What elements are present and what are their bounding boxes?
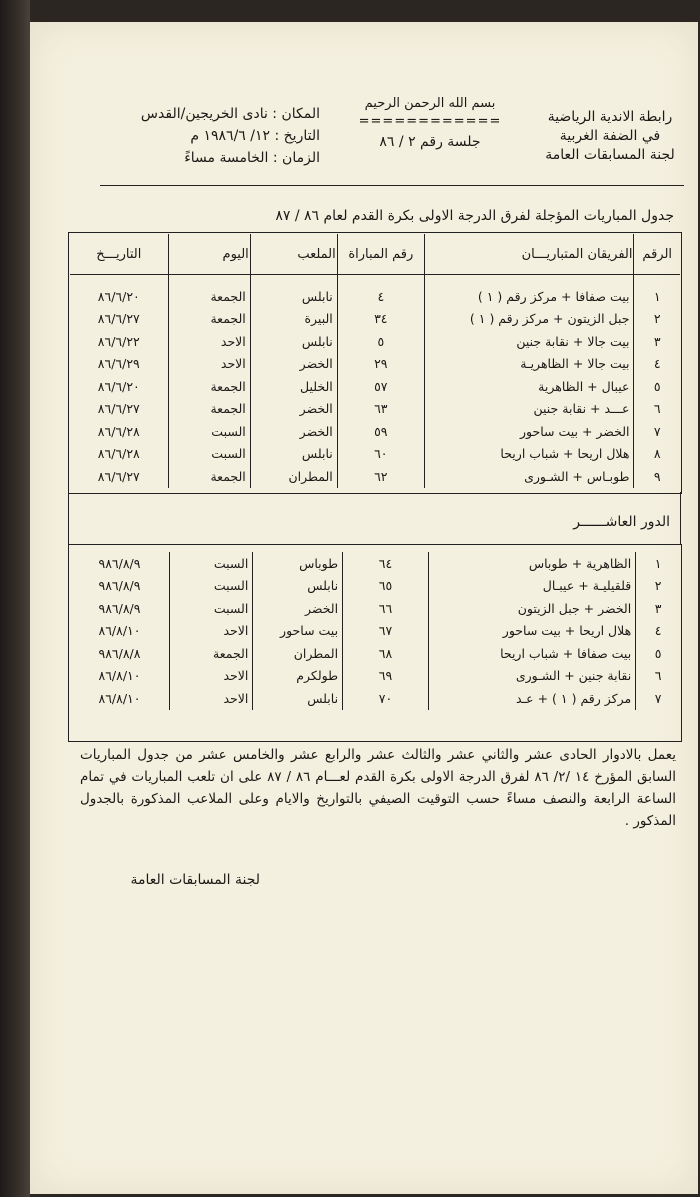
table-row (70, 353, 680, 376)
row-date: ٩٨٦/٨/٩ (98, 555, 141, 571)
session-number: جلسة رقم ٢ / ٨٦ (379, 134, 481, 150)
row-date: ٨٦/٦/٢٢ (97, 333, 140, 349)
row-day: الجمعة (168, 375, 250, 398)
row-number: ٢ (636, 575, 680, 598)
row-day: السبت (169, 575, 252, 598)
row-number: ٧ (636, 687, 680, 710)
meeting-time: الزمان : الخامسة مساءً (184, 150, 320, 166)
col-match-number: رقم المباراة (337, 234, 424, 275)
row-number: ٧ (634, 420, 680, 443)
row-day: الجمعة (168, 398, 250, 421)
row-match: ٦٩ (343, 665, 429, 688)
table-row (70, 465, 680, 488)
row-match: ٦٥ (343, 575, 429, 598)
row-match: ٤ (337, 285, 424, 308)
row-teams: طوبـاس + الشـورى (424, 465, 634, 488)
table-row (70, 398, 680, 421)
col-number: الرقم (634, 234, 680, 275)
org-committee: لجنة المسابقات العامة (545, 147, 675, 163)
row-number: ٦ (636, 665, 680, 688)
row-teams: مركز رقم ( ١ ) + عـد (428, 687, 635, 710)
row-venue: المطران (250, 465, 337, 488)
row-match: ٦٦ (343, 597, 429, 620)
row-day: الجمعة (169, 642, 252, 665)
row-date: ٨٦/٦/٢٨ (97, 423, 140, 439)
section-left-rule (68, 492, 69, 544)
row-day: الاحد (168, 353, 250, 376)
row-date: ٨٦/٨/١٠ (98, 668, 141, 684)
row-venue: الخضر (250, 398, 337, 421)
row-date: ٨٦/٦/٢٩ (97, 356, 140, 372)
row-teams: هلال اريحا + بيت ساحور (428, 620, 635, 643)
row-teams: بيت صفافا + مركز رقم ( ١ ) (424, 285, 634, 308)
section-title-round-10: الدور العاشــــــر (573, 514, 670, 530)
row-day: الاحد (169, 620, 252, 643)
table-row (70, 620, 680, 643)
row-venue: الخضر (250, 353, 337, 376)
row-day: الاحد (168, 330, 250, 353)
basmala: بسم الله الرحمن الرحيم (364, 96, 496, 111)
row-match: ٥ (337, 330, 424, 353)
row-venue: الخضر (253, 597, 343, 620)
row-date: ٩٨٦/٨/٨ (98, 645, 141, 661)
row-match: ٦٤ (343, 552, 429, 575)
table-row (70, 642, 680, 665)
row-date: ٨٦/٦/٢٠ (97, 378, 140, 394)
row-venue: المطران (253, 642, 343, 665)
table-row (70, 443, 680, 466)
row-teams: عيبال + الظاهرية (424, 375, 634, 398)
round-10-table (70, 552, 680, 710)
row-match: ٧٠ (343, 687, 429, 710)
table-row (70, 552, 680, 575)
row-venue: البيرة (250, 308, 337, 331)
row-date: ٨٦/٦/٢٠ (97, 288, 140, 304)
table-row (70, 420, 680, 443)
table-row (70, 330, 680, 353)
org-header (530, 108, 690, 165)
postponed-matches-table (70, 234, 680, 488)
schedule-title: جدول المباريات المؤجلة لفرق الدرجة الاولى بكرة القدم لعام ٨٦ / ٨٧ (275, 208, 674, 224)
row-date: ٨٦/٦/٢٨ (97, 446, 140, 462)
row-match: ٢٩ (337, 353, 424, 376)
row-day: السبت (169, 552, 252, 575)
col-day: اليوم (168, 234, 250, 275)
row-match: ٥٩ (337, 420, 424, 443)
row-number: ١ (636, 552, 680, 575)
row-teams: الظاهرية + طوباس (428, 552, 635, 575)
meeting-date: التاريخ : ١٢/ ١٩٨٦/٦ م (190, 128, 320, 144)
org-region: في الضفة الغربية (559, 128, 661, 144)
row-day: الاحد (169, 665, 252, 688)
row-day: الجمعة (168, 465, 250, 488)
row-number: ٣ (634, 330, 680, 353)
row-day: السبت (168, 443, 250, 466)
row-venue: طولكرم (253, 665, 343, 688)
row-match: ٣٤ (337, 308, 424, 331)
row-teams: بيت جالا + نقابة جنين (424, 330, 634, 353)
row-venue: نابلس (250, 330, 337, 353)
table-row (70, 308, 680, 331)
table-row (70, 687, 680, 710)
table-header-row (70, 234, 680, 275)
row-number: ٣ (636, 597, 680, 620)
row-match: ٦٧ (343, 620, 429, 643)
table-row (70, 665, 680, 688)
row-date: ٨٦/٦/٢٧ (97, 468, 140, 484)
row-teams: قلقيليـة + عيبـال (428, 575, 635, 598)
row-day: السبت (169, 597, 252, 620)
row-teams: هلال اريحا + شباب اريحا (424, 443, 634, 466)
row-date: ٩٨٦/٨/٩ (98, 600, 141, 616)
schedule-notes: يعمل بالادوار الحادى عشر والثاني عشر والثالث عشر والرابع عشر والخامس عشر من جدول المباريات السابق المؤرخ ١٤ /٢/ ٨٦ لفرق الدرجة الاولى بكرة القدم لعـــام ٨٦ / ٨٧ على ان تلعب المباريات في تمام الساعة الرابعة والنصف مساءً حسب التوقيت الصيفي بالتواريخ والايام وعلى الملاعب المذكورة بالجدول المذكور . (80, 747, 676, 829)
row-date: ٩٨٦/٨/٩ (98, 578, 141, 594)
row-date: ٨٦/٦/٢٧ (97, 401, 140, 417)
row-teams: بيت صفافا + شباب اريحا (428, 642, 635, 665)
section-right-rule (680, 492, 681, 544)
row-number: ١ (634, 285, 680, 308)
row-day: الجمعة (168, 285, 250, 308)
header-rule: ============ (358, 114, 502, 129)
row-teams: جبل الزيتون + مركز رقم ( ١ ) (424, 308, 634, 331)
row-teams: بيت جالا + الظاهريـة (424, 353, 634, 376)
table-row (70, 575, 680, 598)
row-date: ٨٦/٨/١٠ (98, 623, 141, 639)
row-day: الاحد (169, 687, 252, 710)
row-number: ٨ (634, 443, 680, 466)
row-teams: الخضر + بيت ساحور (424, 420, 634, 443)
row-teams: نقابة جنين + الشـورى (428, 665, 635, 688)
row-match: ٦٠ (337, 443, 424, 466)
row-number: ٥ (634, 375, 680, 398)
row-venue: طوباس (253, 552, 343, 575)
header-divider (100, 185, 684, 186)
row-venue: نابلس (253, 575, 343, 598)
row-venue: نابلس (253, 687, 343, 710)
row-number: ٤ (634, 353, 680, 376)
signature-committee: لجنة المسابقات العامة (130, 872, 260, 888)
row-number: ٤ (636, 620, 680, 643)
table-row (70, 597, 680, 620)
row-number: ٩ (634, 465, 680, 488)
row-match: ٦٣ (337, 398, 424, 421)
row-number: ٢ (634, 308, 680, 331)
row-match: ٦٢ (337, 465, 424, 488)
org-name: رابطة الاندية الرياضية (547, 109, 673, 125)
row-venue: الخضر (250, 420, 337, 443)
row-teams: الخضر + جبل الزيتون (428, 597, 635, 620)
row-number: ٦ (634, 398, 680, 421)
row-match: ٥٧ (337, 375, 424, 398)
row-venue: الخليل (250, 375, 337, 398)
row-day: السبت (168, 420, 250, 443)
table-row (70, 375, 680, 398)
row-number: ٥ (636, 642, 680, 665)
meeting-place: المكان : نادى الخريجين/القدس (140, 106, 320, 122)
row-venue: نابلس (250, 285, 337, 308)
binder-edge (0, 0, 30, 1197)
col-teams: الفريقان المتباريـــان (424, 234, 634, 275)
row-date: ٨٦/٨/١٠ (98, 690, 141, 706)
row-venue: بيت ساحور (253, 620, 343, 643)
row-match: ٦٨ (343, 642, 429, 665)
col-venue: الملعب (250, 234, 337, 275)
row-venue: نابلس (250, 443, 337, 466)
row-teams: عـــد + نقابة جنين (424, 398, 634, 421)
row-date: ٨٦/٦/٢٧ (97, 311, 140, 327)
table-row (70, 285, 680, 308)
col-date: التاريـــخ (70, 234, 168, 275)
row-day: الجمعة (168, 308, 250, 331)
